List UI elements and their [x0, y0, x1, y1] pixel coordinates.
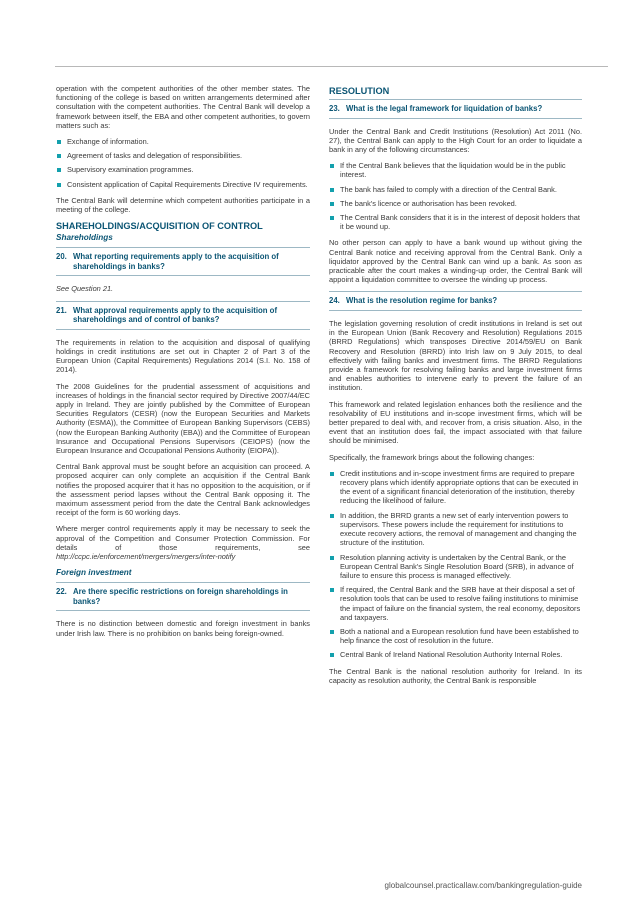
header-rule: [55, 66, 608, 67]
question-22: [56, 582, 310, 611]
q21-paragraph-4-text: Where merger control requirements apply it may be necessary to seek the approval of the Competition and Consumer Protection Commission. For details of those requirements, see: [56, 524, 310, 552]
question-text: Are there specific restrictions on foreign shareholdings in banks?: [73, 587, 288, 606]
q21-paragraph-2: The 2008 Guidelines for the prudential assessment of acquisitions and increases of holdings in the financial sector required by Directive 2007/44/EC apply in Ireland. They are jointly published by the Committee of European Securities Regulators (CESR) (now the European Securities and Markets Authority (ESMA)), the Committee of European Banking Supervisors (CEBS) (now the European Banking Authority (EBA)) and the Committee of European Insurance and Occupational Pensions Supervisors (CEIOPS) (now the European Insurance and Occupational Pensions Authority (EIOPA)).: [56, 381, 310, 456]
list-item: The bank's licence or authorisation has been revoked.: [329, 199, 582, 208]
ccpc-link[interactable]: http://ccpc.ie/enforcement/mergers/mergers/inter-notify: [56, 552, 236, 562]
q23-intro: Under the Central Bank and Credit Institutions (Resolution) Act 2011 (No. 27), the Central Bank can apply to the High Court for an order to liquidate a bank in any of the following circumstances:: [329, 126, 582, 154]
q24-paragraph-2: This framework and related legislation enhances both the resilience and the resolvability of EU institutions and in-scope investment firms, which will be better prepared to deal with, and recover from, a crisis situation. Also, in the event that an institution does fail, the impact associated with that failure should be minimised.: [329, 399, 582, 446]
q24-paragraph-1: The legislation governing resolution of credit institutions in Ireland is set out in the European Union (Bank Recovery and Resolution) Regulations 2015 (BRRD Regulations) which transposes Directive 2014/59/EU on Bank Recovery and Resolution (BRRD) into Irish law on 9 July 2015, to deal effectively with failing banks and investment firms. The BRRD Regulations provide a framework for resolving failing banks and large investment firms and enables authorities to intervene early to prevent the failure of an institution.: [329, 319, 582, 393]
list-item: In addition, the BRRD grants a new set of early intervention powers to supervisors. These powers include the requirement for institutions to execute recovery actions, the removal of management and changing the structure of the institution.: [329, 511, 582, 548]
question-number: 23.: [329, 104, 340, 113]
question-text: What approval requirements apply to the acquisition of shareholdings and of control of banks?: [73, 305, 278, 325]
subheading-foreign-investment: Foreign investment: [56, 568, 132, 578]
q24-paragraph-4: The Central Bank is the national resolution authority for Ireland. In its capacity as resolution authority, the Central Bank is responsible: [329, 666, 582, 685]
right-column: [329, 84, 582, 692]
question-number: 21.: [56, 305, 67, 315]
q21-paragraph-1: The requirements in relation to the acquisition and disposal of qualifying holdings in credit institutions are set out in Chapter 2 of Part 3 of the European Union (Capital Requirements) Regulations 2014 (S.I. No. 158 of 2014).: [56, 337, 310, 375]
question-number: 22.: [56, 587, 67, 597]
list-item: Resolution planning activity is undertaken by the Central Bank, or the European Central Bank's Single Resolution Board (SRB), in advance of failure to ensure this process is managed effectively.: [329, 553, 582, 581]
list-item: Agreement of tasks and delegation of responsibilities.: [56, 151, 310, 160]
list-item: Credit institutions and in-scope investment firms are required to prepare recovery plans which identify appropriate options that can be executed in the event of a significant financial deterioration of the institution, thereby reducing the likelihood of failure.: [329, 469, 582, 506]
q21-paragraph-4: [56, 524, 310, 561]
list-item: Exchange of information.: [56, 137, 310, 146]
liquidation-circumstances-list: [329, 161, 582, 231]
list-item: Consistent application of Capital Requirements Directive IV requirements.: [56, 180, 310, 189]
list-item: If the Central Bank believes that the liquidation would be in the public interest.: [329, 161, 582, 179]
question-23: [329, 99, 582, 119]
question-20: [56, 247, 310, 276]
left-column: [56, 84, 310, 645]
question-24: [329, 291, 582, 311]
intro-paragraph: operation with the competent authorities of the other member states. The functioning of the college is based on written arrangements determined after consultation with the competent authorities. The Central Bank will develop a framework between itself, the EBA and other competent authorities, to govern matters such as:: [56, 84, 310, 130]
list-item: The Central Bank considers that it is in the interest of deposit holders that it be wound up.: [329, 213, 582, 231]
list-item: Supervisory examination programmes.: [56, 165, 310, 174]
q23-paragraph: No other person can apply to have a bank wound up without giving the Central Bank notice and receiving approval from the Central Bank. Only a liquidator approved by the Central Bank can wind up a bank. As soon as practicable after the court makes a winding-up order, the Central Bank will appoint a liquidation committee to oversee the winding up process.: [329, 238, 582, 285]
footer-url[interactable]: globalcounsel.practicallaw.com/bankingregulation-guide: [384, 881, 582, 890]
question-number: 20.: [56, 252, 67, 262]
list-item: Central Bank of Ireland National Resolution Authority Internal Roles.: [329, 650, 582, 659]
subheading-shareholdings: Shareholdings: [56, 233, 113, 243]
list-item: The bank has failed to comply with a direction of the Central Bank.: [329, 185, 582, 194]
q22-answer: There is no distinction between domestic and foreign investment in banks under Irish law. There is no prohibition on banks being foreign-owned.: [56, 619, 310, 638]
question-text: What reporting requirements apply to the acquisition of shareholdings in banks?: [73, 252, 279, 271]
college-matters-list: [56, 137, 310, 189]
question-21: [56, 301, 310, 330]
framework-changes-list: [329, 469, 582, 660]
section-heading-shareholdings: SHAREHOLDINGS/ACQUISITION OF CONTROL: [56, 221, 263, 232]
q20-answer: See Question 21.: [56, 284, 114, 294]
question-number: 24.: [329, 296, 340, 306]
section-heading-resolution: RESOLUTION: [329, 86, 390, 96]
question-text: What is the resolution regime for banks?: [346, 296, 498, 306]
college-paragraph: The Central Bank will determine which competent authorities participate in a meeting of the college.: [56, 195, 310, 215]
list-item: If required, the Central Bank and the SRB have at their disposal a set of resolution tools that can be used to resolve failing institutions to minimise the impact of failure on the financial system, the real economy, depositors and taxpayers.: [329, 585, 582, 622]
list-item: Both a national and a European resolution fund have been established to help finance the cost of resolution in the future.: [329, 627, 582, 645]
q24-paragraph-3: Specifically, the framework brings about the following changes:: [329, 452, 535, 462]
q21-paragraph-3: Central Bank approval must be sought before an acquisition can proceed. A proposed acquirer can only complete an acquisition if the Central Bank notifies the proposed acquirer that it has no opposition to the acquisition, or if the assessment period lapses without the Central Bank opposing it. The maximum assessment period from the date the Central Bank acknowledges receipt of the form is 60 working days.: [56, 462, 310, 518]
question-text: What is the legal framework for liquidation of banks?: [346, 104, 543, 113]
